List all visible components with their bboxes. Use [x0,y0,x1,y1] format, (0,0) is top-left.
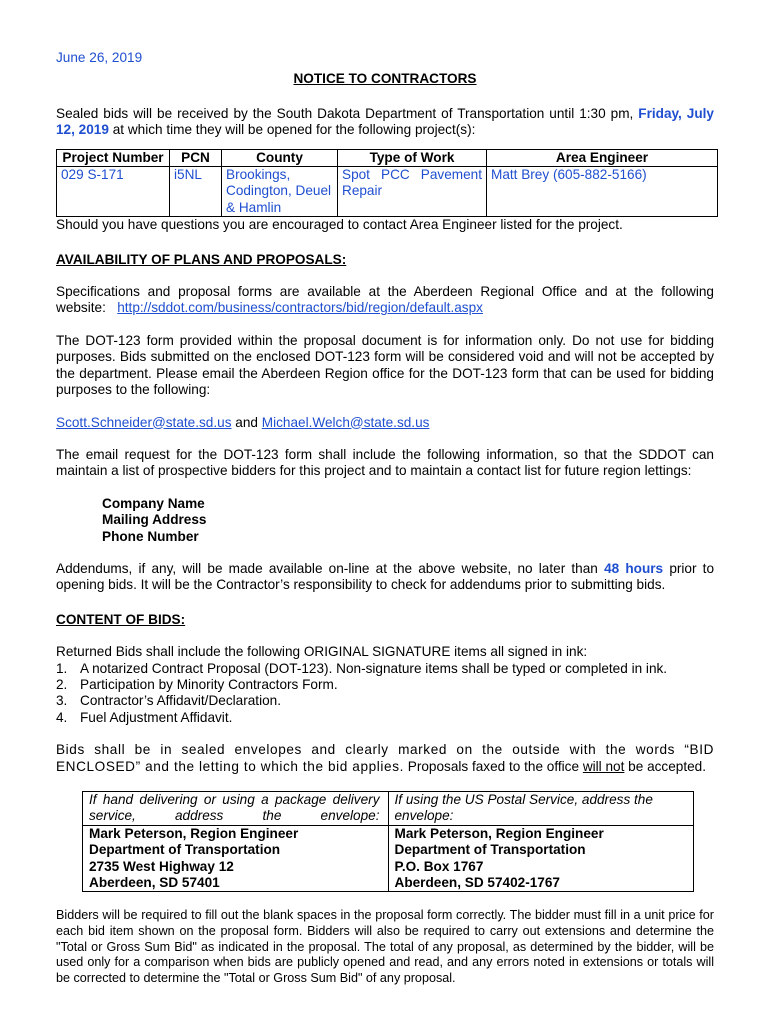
addenda-text: Addendums, if any, will be made available on-line at the above website, no later than [56,560,598,576]
header-project-number: Project Number [57,149,170,166]
list-item [56,661,714,677]
address-table [82,791,694,892]
sealed-text: Bids shall be in sealed envelopes and clearly marked on the outside with the words “BID ENCLOSED” and the letting to which the bid applies. [56,742,714,774]
header-pcn: PCN [170,149,222,166]
address-line: Mark Peterson, Region Engineer [394,825,604,841]
request-paragraph: The email request for the DOT-123 form shall include the following information, so that the SDDOT can maintain a list of prospective bidders for this project and to maintain a contact list for future region lettings: [56,446,714,479]
header-county: County [222,149,338,166]
address-line: Department of Transportation [394,842,586,858]
intro-paragraph [56,106,714,139]
email-line [56,415,714,431]
content-heading: CONTENT OF BIDS: [56,611,186,627]
email-link-schneider[interactable]: Scott.Schneider@state.sd.us [56,414,232,430]
closing-paragraph: Bidders will be required to fill out the blank spaces in the proposal form correctly. The bidder must fill in a unit price for each bid item shown on the proposal form. Bidders will also be required to carry out extensions and determine the "Total or Gross Sum Bid" as indicated in the proposal. The total of any proposal, as determined by the bidder, will be used only for a comparison when bids are publicly opened and read, and any errors noted in extensions or totals will be corrected to determine the "Total or Gross Sum Bid" of any proposal. [56,908,714,985]
availability-heading: AVAILABILITY OF PLANS AND PROPOSALS: [56,251,347,267]
list-item: Phone Number [102,528,199,544]
address-line: Mark Peterson, Region Engineer [89,825,299,841]
cell-area-engineer: Matt Brey (605-882-5166) [487,167,718,217]
address-note-row [83,792,694,826]
item-text: A notarized Contract Proposal (DOT-123). Non-signature items shall be typed or completed in ink. [80,660,668,676]
fax-text: Proposals faxed to the office [407,758,580,774]
addenda-hours: 48 hours [604,560,664,576]
address-row [83,825,694,892]
address-line: Department of Transportation [89,842,281,858]
item-number: 3. [56,693,68,709]
sealed-paragraph [56,742,714,775]
address-line: Aberdeen, SD 57401 [89,875,220,891]
project-table [56,149,718,218]
email-and: and [235,414,258,430]
table-row [57,167,718,217]
dot123-paragraph: The DOT-123 form provided within the proposal document is for information only. Do not use for bidding purposes. Bids submitted on the enclosed DOT-123 form will be considered void and will not be accepted by the department. Please email the Aberdeen Region office for the DOT-123 form that can be used for bidding purposes to the following: [56,332,714,398]
bid-website-link[interactable]: http://sddot.com/business/contractors/bid/region/default.aspx [117,300,483,316]
will-not-text: will not [582,758,625,774]
project-table-header [57,149,718,166]
list-item [56,710,714,726]
header-area-engineer: Area Engineer [487,149,718,166]
list-item: Company Name [102,495,205,511]
notice-date: June 26, 2019 [56,50,143,65]
postal-address [388,825,694,892]
hand-delivery-address [83,825,389,892]
questions-note: Should you have questions you are encouraged to contact Area Engineer listed for the project. [56,217,623,233]
addenda-paragraph [56,561,714,594]
cell-type-of-work: Spot PCC Pavement Repair [338,167,487,217]
fax-text-end: be accepted. [628,758,707,774]
required-info-list [102,496,714,545]
list-item [56,677,714,693]
item-number: 1. [56,660,68,676]
intro-text: Sealed bids will be received by the South Dakota Department of Transportation until 1:30 pm, [56,105,634,121]
bid-items-list [56,661,714,727]
address-line: Aberdeen, SD 57402-1767 [394,875,560,891]
spec-paragraph [56,284,714,317]
list-item [56,693,714,709]
item-number: 4. [56,709,68,725]
address-line: 2735 West Highway 12 [89,858,234,874]
list-item: Mailing Address [102,512,207,528]
address-line: P.O. Box 1767 [394,858,484,874]
item-number: 2. [56,676,68,692]
content-intro: Returned Bids shall include the following ORIGINAL SIGNATURE items all signed in ink: [56,644,588,660]
item-text: Contractor’s Affidavit/Declaration. [80,693,281,709]
bid-deadline: Friday, July 12, 2019 [56,105,714,138]
notice-title: NOTICE TO CONTRACTORS [293,71,477,87]
cell-county: Brookings, Codington, Deuel & Hamlin [222,167,338,217]
header-type-of-work: Type of Work [338,149,487,166]
hand-delivery-note: If hand delivering or using a package delivery service, address the envelope: [83,792,389,826]
cell-project-number: 029 S-171 [57,167,170,217]
postal-note: If using the US Postal Service, address the envelope: [388,792,694,826]
item-text: Participation by Minority Contractors Form. [80,676,338,692]
notice-document [56,50,714,986]
email-link-welch[interactable]: Michael.Welch@state.sd.us [261,414,430,430]
spec-text: Specifications and proposal forms are available at the Aberdeen Regional Office and at the following website: [56,284,714,316]
item-text: Fuel Adjustment Affidavit. [80,709,233,725]
intro-text-end: at which time they will be opened for the following project(s): [112,122,476,138]
cell-pcn: i5NL [170,167,222,217]
addenda-text-end: prior to opening bids. It will be the Contractor’s responsibility to check for addendums prior to submitting bids. [56,560,715,593]
